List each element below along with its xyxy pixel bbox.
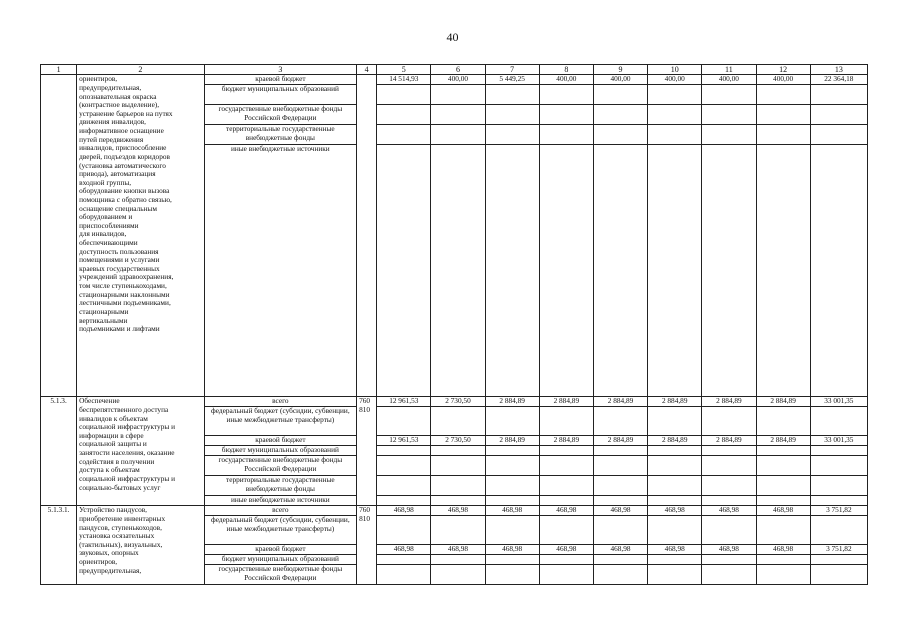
executor-code: 760 810 (357, 506, 377, 585)
funding-source: государственные внебюджетные фонды Российской Федерации (204, 105, 357, 125)
executor-code: 760 810 (357, 397, 377, 506)
amount-cell: 400,00 (756, 75, 810, 85)
amount-cell (702, 456, 756, 476)
amount-cell (648, 476, 702, 496)
amount-cell (648, 125, 702, 145)
amount-cell (485, 456, 539, 476)
amount-cell (431, 555, 485, 565)
amount-cell (810, 555, 867, 565)
amount-cell: 33 001,35 (810, 397, 867, 407)
measure-description: ориентиров, предупредительная, опознавательная окраска (контрастное выделение), устранение барьеров на путях движения инвалидов, информативное оснащение путей передвижения инвалидов, приспособление дверей, подъездов коридоров (установка автоматического привода), автоматизация входной группы, оборудование кнопки вызова помощника с обратно связью, оснащение специальным оборудованием и приспособлениями для инвалидов, обеспечивающими доступность пользования помещениями и услугами краевых государственных учреждений здравоохранения, том числе ступенькоходами, стационарными наклонными лестничными подъемниками, стационарными вертикальными подъемниками и лифтами (77, 75, 204, 397)
amount-cell (431, 145, 485, 397)
funding-source: бюджет муниципальных образований (204, 446, 357, 456)
funding-source: бюджет муниципальных образований (204, 555, 357, 565)
header-cell: 12 (756, 65, 810, 75)
amount-cell (702, 446, 756, 456)
amount-cell: 468,98 (593, 506, 647, 516)
amount-cell (810, 565, 867, 585)
amount-cell (702, 125, 756, 145)
amount-cell: 2 884,89 (702, 436, 756, 446)
header-cell: 10 (648, 65, 702, 75)
amount-cell: 2 884,89 (593, 436, 647, 446)
amount-cell (485, 105, 539, 125)
amount-cell (539, 456, 593, 476)
amount-cell: 468,98 (377, 506, 431, 516)
amount-cell (539, 516, 593, 545)
funding-source: бюджет муниципальных образований (204, 85, 357, 105)
amount-cell (593, 105, 647, 125)
amount-cell: 468,98 (485, 506, 539, 516)
amount-cell (593, 496, 647, 506)
amount-cell (810, 476, 867, 496)
amount-cell (377, 476, 431, 496)
amount-cell (431, 565, 485, 585)
funding-source: территориальные государственные внебюджетные фонды (204, 125, 357, 145)
amount-cell: 468,98 (431, 545, 485, 555)
page-number: 40 (446, 30, 459, 44)
amount-cell (702, 145, 756, 397)
amount-cell (539, 105, 593, 125)
amount-cell: 5 449,25 (485, 75, 539, 85)
amount-cell (756, 105, 810, 125)
amount-cell (539, 145, 593, 397)
amount-cell (810, 105, 867, 125)
amount-cell (593, 565, 647, 585)
amount-cell: 400,00 (593, 75, 647, 85)
table-row (41, 397, 868, 407)
amount-cell (593, 85, 647, 105)
row-code: 5.1.3. (41, 397, 77, 506)
amount-cell (756, 456, 810, 476)
funding-source: территориальные государственные внебюджетные фонды (204, 476, 357, 496)
amount-cell (431, 516, 485, 545)
amount-cell (702, 565, 756, 585)
amount-cell (756, 145, 810, 397)
amount-cell (377, 446, 431, 456)
budget-table (40, 64, 868, 585)
amount-cell (485, 476, 539, 496)
header-cell: 9 (593, 65, 647, 75)
amount-cell: 2 884,89 (648, 397, 702, 407)
amount-cell (756, 125, 810, 145)
amount-cell: 400,00 (539, 75, 593, 85)
amount-cell (756, 85, 810, 105)
amount-cell (431, 407, 485, 436)
amount-cell (377, 85, 431, 105)
amount-cell (756, 446, 810, 456)
amount-cell (810, 145, 867, 397)
amount-cell: 468,98 (648, 545, 702, 555)
amount-cell (485, 555, 539, 565)
amount-cell (539, 476, 593, 496)
amount-cell: 468,98 (431, 506, 485, 516)
amount-cell: 2 884,89 (702, 397, 756, 407)
amount-cell: 3 751,82 (810, 506, 867, 516)
amount-cell (485, 516, 539, 545)
amount-cell (756, 496, 810, 506)
amount-cell: 2 884,89 (485, 436, 539, 446)
amount-cell (377, 456, 431, 476)
amount-cell: 22 364,18 (810, 75, 867, 85)
amount-cell (810, 446, 867, 456)
amount-cell (539, 496, 593, 506)
amount-cell: 468,98 (485, 545, 539, 555)
amount-cell: 2 884,89 (756, 397, 810, 407)
amount-cell (539, 85, 593, 105)
amount-cell: 468,98 (539, 545, 593, 555)
amount-cell: 468,98 (702, 545, 756, 555)
funding-source: государственные внебюджетные фонды Российской Федерации (204, 565, 357, 585)
amount-cell (648, 145, 702, 397)
amount-cell (485, 407, 539, 436)
amount-cell: 2 884,89 (593, 397, 647, 407)
header-cell: 1 (41, 65, 77, 75)
amount-cell (593, 476, 647, 496)
amount-cell (648, 407, 702, 436)
amount-cell (702, 105, 756, 125)
header-cell: 3 (204, 65, 357, 75)
amount-cell: 2 884,89 (756, 436, 810, 446)
amount-cell: 2 730,50 (431, 397, 485, 407)
amount-cell: 2 884,89 (539, 436, 593, 446)
amount-cell (756, 565, 810, 585)
amount-cell (377, 105, 431, 125)
amount-cell: 468,98 (756, 506, 810, 516)
amount-cell (485, 85, 539, 105)
amount-cell (485, 125, 539, 145)
funding-source: государственные внебюджетные фонды Российской Федерации (204, 456, 357, 476)
amount-cell (485, 565, 539, 585)
amount-cell: 2 730,50 (431, 436, 485, 446)
funding-source: всего (204, 506, 357, 516)
amount-cell (593, 145, 647, 397)
amount-cell (702, 516, 756, 545)
funding-source: федеральный бюджет (субсидии, субвенции, иные межбюджетные трансферты) (204, 516, 357, 545)
amount-cell (377, 555, 431, 565)
amount-cell (810, 85, 867, 105)
amount-cell (756, 407, 810, 436)
amount-cell: 12 961,53 (377, 397, 431, 407)
amount-cell (593, 407, 647, 436)
amount-cell (377, 145, 431, 397)
amount-cell (539, 565, 593, 585)
amount-cell: 468,98 (648, 506, 702, 516)
amount-cell: 14 514,93 (377, 75, 431, 85)
amount-cell (431, 105, 485, 125)
funding-source: федеральный бюджет (субсидии, субвенции, иные межбюджетные трансферты) (204, 407, 357, 436)
funding-source: краевой бюджет (204, 545, 357, 555)
amount-cell: 468,98 (593, 545, 647, 555)
amount-cell (377, 565, 431, 585)
amount-cell (756, 476, 810, 496)
amount-cell (756, 516, 810, 545)
amount-cell: 400,00 (431, 75, 485, 85)
amount-cell (702, 555, 756, 565)
amount-cell (377, 496, 431, 506)
amount-cell (756, 555, 810, 565)
amount-cell (431, 125, 485, 145)
measure-description: Устройство пандусов, приобретение инвентарных пандусов, ступенькоходов, установка осязательных (тактильных), визуальных, звуковых, опорных ориентиров, предупредительная, (77, 506, 204, 585)
amount-cell (539, 555, 593, 565)
amount-cell (431, 496, 485, 506)
funding-source: всего (204, 397, 357, 407)
header-cell: 8 (539, 65, 593, 75)
amount-cell (648, 496, 702, 506)
header-cell: 6 (431, 65, 485, 75)
funding-source: иные внебюджетные источники (204, 496, 357, 506)
amount-cell (431, 446, 485, 456)
amount-cell (702, 496, 756, 506)
amount-cell: 2 884,89 (485, 397, 539, 407)
funding-source: иные внебюджетные источники (204, 145, 357, 397)
amount-cell (539, 125, 593, 145)
amount-cell (810, 125, 867, 145)
row-code: 5.1.3.1. (41, 506, 77, 585)
amount-cell (593, 555, 647, 565)
amount-cell: 400,00 (702, 75, 756, 85)
amount-cell (810, 496, 867, 506)
amount-cell: 33 001,35 (810, 436, 867, 446)
amount-cell: 468,98 (377, 545, 431, 555)
header-row (41, 65, 868, 75)
table-body (41, 65, 868, 585)
header-cell: 13 (810, 65, 867, 75)
amount-cell (648, 85, 702, 105)
amount-cell (702, 85, 756, 105)
header-cell: 4 (357, 65, 377, 75)
amount-cell (377, 125, 431, 145)
amount-cell (593, 446, 647, 456)
amount-cell (648, 446, 702, 456)
amount-cell (431, 456, 485, 476)
measure-description: Обеспечение беспрепятственного доступа инвалидов к объектам социальной инфраструктуры и информации в сфере социальной защиты и занятости населения, оказание содействия в получении доступа к объектам социальной инфраструктуры и социально-бытовых услуг (77, 397, 204, 506)
funding-source: краевой бюджет (204, 75, 357, 85)
amount-cell (702, 476, 756, 496)
amount-cell (431, 85, 485, 105)
table-row (41, 506, 868, 516)
header-cell: 7 (485, 65, 539, 75)
amount-cell: 12 961,53 (377, 436, 431, 446)
amount-cell (431, 476, 485, 496)
amount-cell (377, 407, 431, 436)
amount-cell (593, 456, 647, 476)
header-cell: 2 (77, 65, 204, 75)
amount-cell (648, 105, 702, 125)
amount-cell: 2 884,89 (539, 397, 593, 407)
header-cell: 11 (702, 65, 756, 75)
amount-cell (810, 516, 867, 545)
amount-cell (593, 125, 647, 145)
amount-cell (539, 407, 593, 436)
amount-cell (593, 516, 647, 545)
amount-cell (485, 446, 539, 456)
amount-cell (539, 446, 593, 456)
row-code (41, 75, 77, 397)
amount-cell: 468,98 (756, 545, 810, 555)
amount-cell (377, 516, 431, 545)
executor-code (357, 75, 377, 397)
table-row (41, 75, 868, 85)
amount-cell: 468,98 (702, 506, 756, 516)
amount-cell (702, 407, 756, 436)
funding-source: краевой бюджет (204, 436, 357, 446)
amount-cell: 400,00 (648, 75, 702, 85)
amount-cell: 468,98 (539, 506, 593, 516)
header-cell: 5 (377, 65, 431, 75)
amount-cell (648, 456, 702, 476)
amount-cell (485, 145, 539, 397)
amount-cell (648, 516, 702, 545)
amount-cell (648, 565, 702, 585)
amount-cell (810, 407, 867, 436)
amount-cell (648, 555, 702, 565)
amount-cell (485, 496, 539, 506)
amount-cell: 3 751,82 (810, 545, 867, 555)
amount-cell: 2 884,89 (648, 436, 702, 446)
amount-cell (810, 456, 867, 476)
